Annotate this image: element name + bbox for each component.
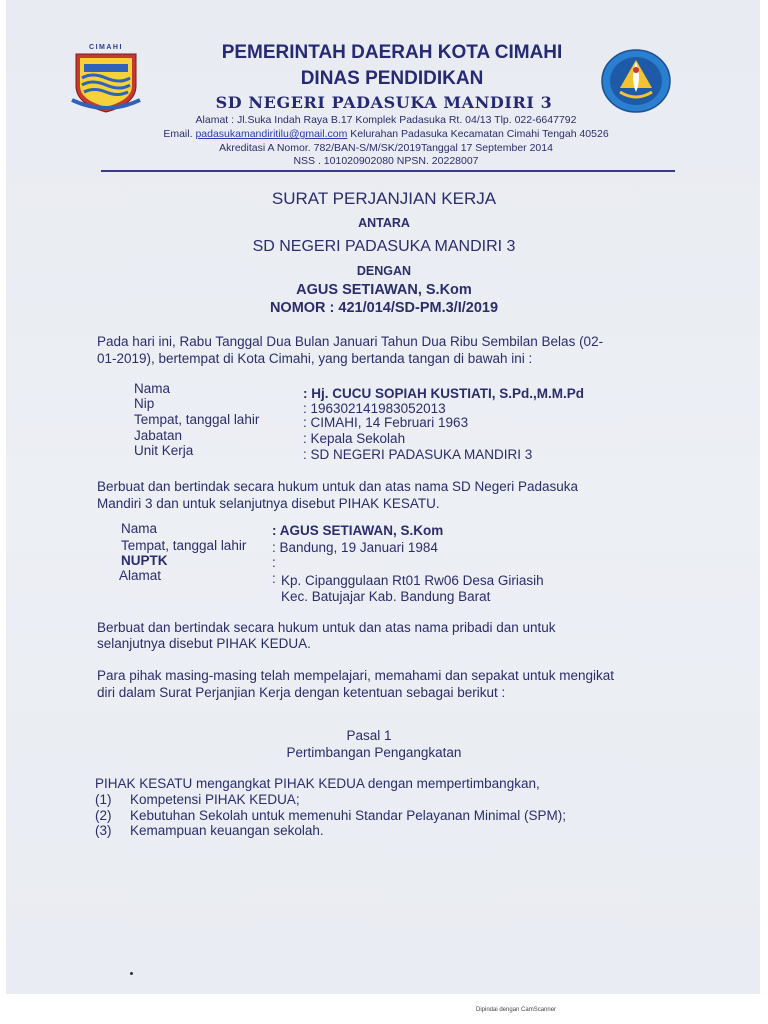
p1-label-nama: Nama — [134, 381, 171, 396]
doc-title: SURAT PERJANJIAN KERJA — [271, 189, 497, 208]
school-title: SD NEGERI PADASUKA MANDIRI 3 — [215, 93, 553, 112]
pasal1-item-1-num: (1) — [95, 792, 112, 807]
p2-label-nama: Nama — [121, 521, 158, 536]
p1-act-line-1: Berbuat dan bertindak secara hukum untuk dan atas nama SD Negeri Padasuka — [97, 479, 579, 494]
p2-label-alamat: Alamat — [119, 568, 162, 583]
p1-label-nip: Nip — [134, 396, 155, 411]
pasal1-lead: PIHAK KESATU mengangkat PIHAK KEDUA dengan mempertimbangkan, — [95, 776, 540, 791]
p1-value-nip: : 196302141983052013 — [303, 401, 446, 416]
pasal1-item-2-num: (2) — [95, 808, 112, 823]
p1-value-jabatan: : Kepala Sekolah — [303, 431, 406, 446]
address-line: Alamat : Jl.Suka Indah Raya B.17 Komplek Padasuka Rt. 04/13 Tlp. 022-6647792 — [195, 114, 577, 126]
nss-line: NSS . 101020902080 NPSN. 20228007 — [293, 155, 479, 167]
scanner-watermark: Dipindai dengan CamScanner — [476, 1007, 557, 1013]
pasal1-item-3-num: (3) — [95, 823, 112, 838]
email-rest: Kelurahan Padasuka Kecamatan Cimahi Tengah 40526 — [350, 128, 609, 140]
p2-value-alamat: : — [272, 571, 276, 586]
pasal1-subtitle: Pertimbangan Pengangkatan — [286, 745, 462, 760]
doc-with: DENGAN — [356, 264, 412, 278]
p2-value-nama: : AGUS SETIAWAN, S.Kom — [272, 523, 444, 538]
p1-act-line-2: Mandiri 3 dan untuk selanjutnya disebut PIHAK KESATU. — [97, 496, 440, 511]
gov-title: PEMERINTAH DAERAH KOTA CIMAHI — [221, 42, 563, 63]
intro-line-2: 01-2019), bertempat di Kota Cimahi, yang bertanda tangan di bawah ini : — [97, 351, 533, 366]
email-label: Email. — [163, 128, 193, 140]
agreement-line-1: Para pihak masing-masing telah mempelajari, memahami dan sepakat untuk mengikat — [97, 668, 615, 683]
doc-number: NOMOR : 421/014/SD-PM.3/I/2019 — [269, 300, 499, 316]
agreement-line-2: diri dalam Surat Perjanjian Kerja dengan ketentuan sebagai berikut : — [97, 685, 506, 700]
p2-label-ttl: Tempat, tanggal lahir — [121, 538, 247, 553]
p2-address-2: Kec. Batujajar Kab. Bandung Barat — [281, 589, 491, 604]
email-line — [106, 128, 666, 140]
p1-label-unit: Unit Kerja — [134, 443, 194, 458]
p1-value-ttl: : CIMAHI, 14 Februari 1963 — [303, 415, 469, 430]
doc-school: SD NEGERI PADASUKA MANDIRI 3 — [252, 238, 516, 255]
email-link[interactable]: padasukamandiritilu@gmail.com — [195, 128, 348, 140]
pasal1-item-3-text: Kemampuan keuangan sekolah. — [130, 823, 324, 838]
header-rule — [101, 170, 675, 172]
logo-left-text: CIMAHI — [89, 44, 123, 51]
p2-value-ttl: : Bandung, 19 Januari 1984 — [272, 540, 438, 555]
accreditation-line: Akreditasi A Nomor. 782/BAN-S/M/SK/2019Tanggal 17 September 2014 — [219, 142, 553, 154]
intro-line-1: Pada hari ini, Rabu Tanggal Dua Bulan Januari Tahun Dua Ribu Sembilan Belas (02- — [97, 334, 604, 349]
pasal1-item-1-text: Kompetensi PIHAK KEDUA; — [130, 792, 300, 807]
p2-value-nuptk: : — [272, 555, 276, 570]
p2-address-1: Kp. Cipanggulaan Rt01 Rw06 Desa Giriasih — [281, 573, 544, 588]
dept-title: DINAS PENDIDIKAN — [300, 68, 484, 89]
cimahi-logo — [68, 42, 144, 114]
p1-label-jabatan: Jabatan — [134, 428, 183, 443]
p2-act-line-1: Berbuat dan bertindak secara hukum untuk dan atas nama pribadi dan untuk — [97, 620, 556, 635]
p2-act-line-2: selanjutnya disebut PIHAK KEDUA. — [97, 636, 311, 651]
p1-value-nama: : Hj. CUCU SOPIAH KUSTIATI, S.Pd.,M.M.Pd — [303, 386, 585, 401]
p1-value-unit: : SD NEGERI PADASUKA MANDIRI 3 — [303, 447, 533, 462]
tut-wuri-logo — [600, 48, 672, 114]
doc-party2: AGUS SETIAWAN, S.Kom — [296, 282, 472, 298]
p1-label-ttl: Tempat, tanggal lahir — [134, 412, 260, 427]
document-page — [6, 0, 760, 994]
pasal1-title: Pasal 1 — [346, 728, 392, 743]
p2-label-nuptk: NUPTK — [121, 553, 168, 568]
dot-mark — [130, 972, 133, 975]
pasal1-item-2-text: Kebutuhan Sekolah untuk memenuhi Standar Pelayanan Minimal (SPM); — [130, 808, 566, 823]
doc-between: ANTARA — [358, 216, 410, 230]
